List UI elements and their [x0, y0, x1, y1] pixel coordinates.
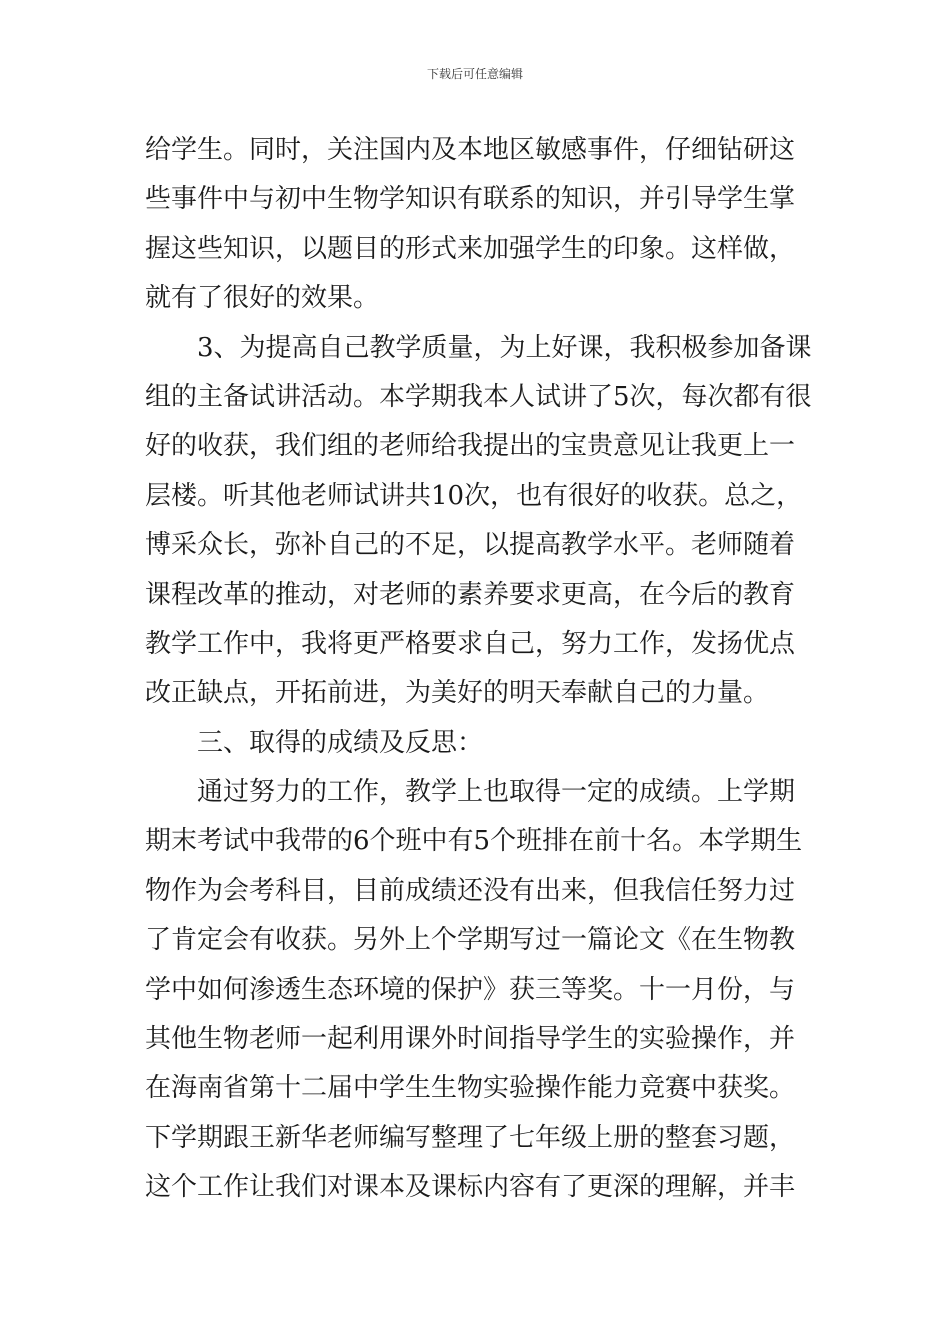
text-line: 组的主备试讲活动。本学期我本人试讲了5次，每次都有很 — [145, 381, 812, 412]
text-line: 课程改革的推动，对老师的素养要求更高，在今后的教育 — [145, 579, 796, 610]
text-line: 教学工作中，我将更严格要求自己，努力工作，发扬优点 — [145, 628, 796, 659]
text-line: 些事件中与初中生物学知识有联系的知识，并引导学生掌 — [145, 184, 796, 215]
document-body — [145, 126, 815, 1213]
text-line: 了肯定会有收获。另外上个学期写过一篇论文《在生物教 — [145, 925, 796, 956]
text-line: 就有了很好的效果。 — [145, 283, 380, 314]
page-header: 下载后可任意编辑 — [426, 67, 523, 81]
text-line: 物作为会考科目，目前成绩还没有出来，但我信任努力过 — [145, 875, 796, 906]
text-line: 改正缺点，开拓前进，为美好的明天奉献自己的力量。 — [145, 678, 770, 709]
text-line: 好的收获，我们组的老师给我提出的宝贵意见让我更上一 — [145, 431, 796, 462]
text-line: 3、为提高自己教学质量，为上好课，我积极参加备课 — [197, 332, 812, 363]
text-line: 其他生物老师一起利用课外时间指导学生的实验操作，并 — [145, 1024, 796, 1055]
text-line: 给学生。同时，关注国内及本地区敏感事件，仔细钻研这 — [145, 135, 796, 165]
text-line: 学中如何渗透生态环境的保护》获三等奖。十一月份，与 — [145, 974, 796, 1005]
text-line: 层楼。听其他老师试讲共10次，也有很好的收获。总之， — [145, 480, 803, 511]
text-line: 期末考试中我带的6个班中有5个班排在前十名。本学期生 — [145, 826, 803, 857]
text-line: 下学期跟王新华老师编写整理了七年级上册的整套习题， — [145, 1122, 796, 1153]
text-line: 三、取得的成绩及反思： — [197, 727, 484, 758]
text-line: 通过努力的工作，教学上也取得一定的成绩。上学期 — [197, 777, 796, 808]
text-line: 博采众长，弥补自己的不足，以提高教学水平。老师随着 — [145, 530, 796, 561]
text-line: 握这些知识，以题目的形式来加强学生的印象。这样做， — [145, 233, 796, 264]
text-line: 这个工作让我们对课本及课标内容有了更深的理解，并丰 — [145, 1172, 796, 1203]
text-line: 在海南省第十二届中学生生物实验操作能力竞赛中获奖。 — [145, 1073, 796, 1104]
